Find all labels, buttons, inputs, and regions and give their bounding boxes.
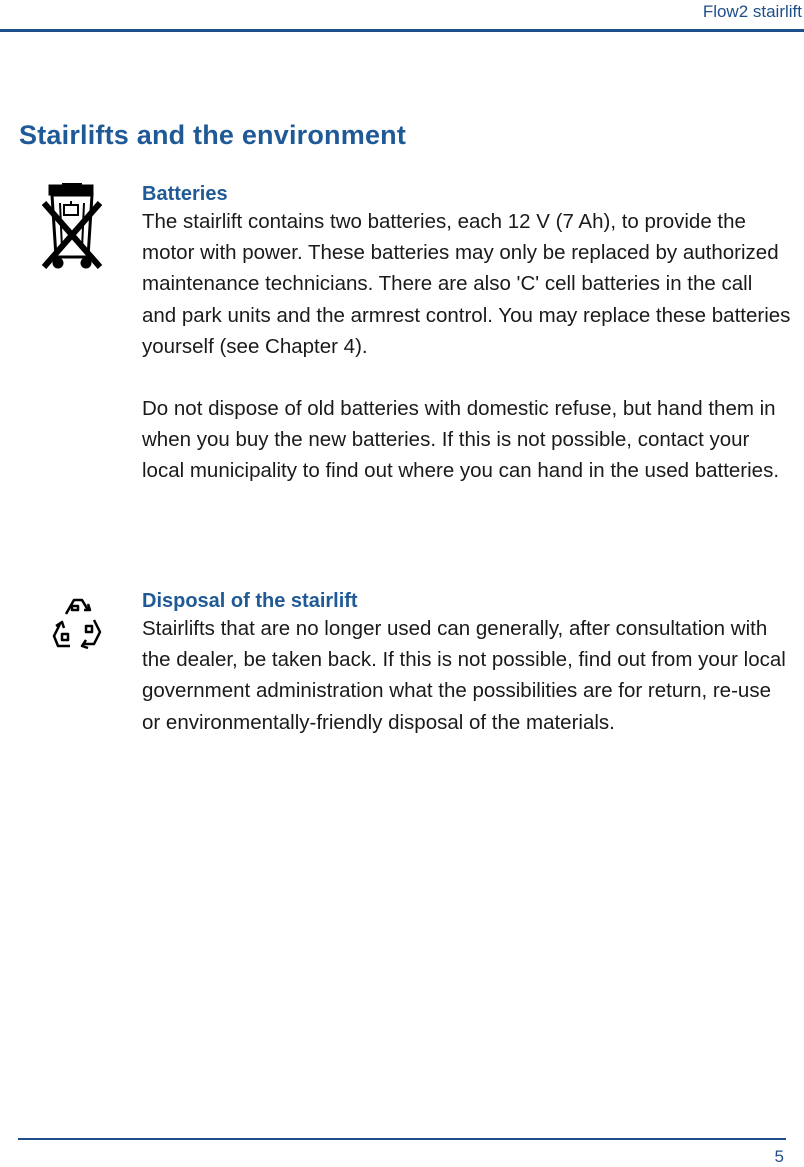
paragraph-spacer [142, 362, 792, 393]
footer-divider [18, 1138, 786, 1140]
batteries-heading: Batteries [142, 183, 228, 205]
batteries-paragraph-2: Do not dispose of old batteries with domestic refuse, but hand them in when you buy the new batteries. If this is not possible, contact your local municipality to find out where you can hand in the used batteries. [142, 397, 780, 483]
document-header-title: Flow2 stairlift [702, 2, 802, 21]
batteries-paragraph-1: The stairlift contains two batteries, each 12 V (7 Ah), to provide the motor with power. These batteries may only be replaced by authorized maintenance technicians. There are also 'C' cell batteries in the call and park units and the armrest control. You may replace these batteries yourself (see Chapter 4). [142, 210, 791, 358]
page-title: Stairlifts and the environment [19, 120, 407, 150]
disposal-paragraph-1: Stairlifts that are no longer used can generally, after consultation with the dealer, be taken back. If this is not possible, find out from your local government administration what the possibilities are for return, re-use or environmentally-friendly disposal of the materials. [142, 617, 786, 734]
recycling-icon [50, 592, 104, 659]
batteries-section [142, 182, 792, 487]
page-number: 5 [774, 1147, 784, 1166]
disposal-section [142, 589, 792, 738]
disposal-heading: Disposal of the stairlift [142, 590, 358, 612]
header-divider [0, 29, 804, 32]
crossed-out-battery-bin-icon [40, 183, 104, 280]
